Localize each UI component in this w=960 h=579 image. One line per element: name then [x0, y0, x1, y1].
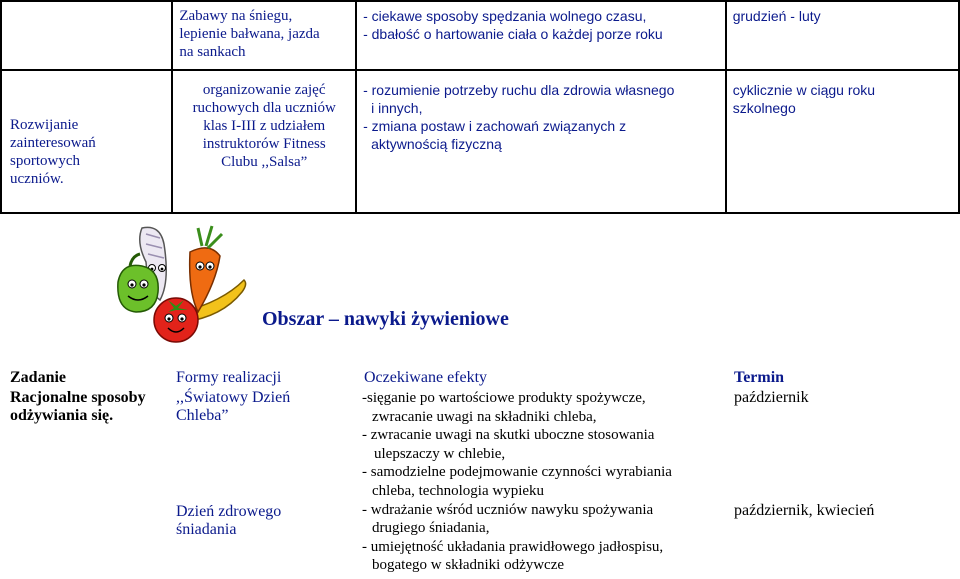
effect-line: - zwracanie uwagi na skutki uboczne stosowania — [362, 427, 655, 444]
table-cell — [172, 70, 356, 213]
cell-text: - rozumienie potrzeby ruchu dla zdrowia własnego — [363, 82, 675, 98]
form-line: ,,Światowy Dzień — [176, 389, 291, 406]
cell-text: organizowanie zajęć — [202, 82, 326, 98]
section-title: Obszar – nawyki żywieniowe — [262, 308, 509, 330]
cell-text: klas I-III z udziałem — [203, 118, 326, 134]
cell-text: Rozwijanie — [10, 117, 79, 133]
cell-text: grudzień - luty — [732, 8, 821, 24]
term-value: październik, kwiecień — [734, 502, 875, 519]
table-cell — [172, 1, 356, 70]
table-cell — [1, 70, 172, 213]
header-termin: Termin — [734, 369, 785, 386]
cell-text: sportowych — [10, 153, 80, 169]
effect-line: - samodzielne podejmowanie czynności wyrabiania — [362, 464, 672, 481]
cell-text: - dbałość o hartowanie ciała o każdej porze roku — [363, 26, 663, 42]
task-cell — [10, 389, 146, 425]
effect-line: - umiejętność układania prawidłowego jadłospisu, — [362, 538, 664, 555]
effect-line: ulepszaczy w chlebie, — [374, 445, 506, 462]
effect-line: chleba, technologia wypieku — [372, 482, 545, 499]
form-line: śniadania — [176, 521, 237, 538]
effect-line: bogatego w składniki odżywcze — [372, 557, 565, 574]
activities-table — [0, 0, 960, 214]
cell-text: zainteresowań — [10, 135, 96, 151]
cell-text: Clubu ,,Salsa” — [221, 154, 308, 170]
vegetables-illustration — [112, 222, 252, 346]
table-cell — [356, 1, 726, 70]
header-efekty: Oczekiwane efekty — [364, 369, 488, 386]
effects-list — [362, 389, 672, 575]
header-zadanie: Zadanie — [10, 369, 67, 386]
cell-text: uczniów. — [10, 171, 64, 187]
cell-text: instruktorów Fitness — [202, 136, 326, 152]
table-cell — [726, 70, 959, 213]
form-line: Chleba” — [176, 407, 229, 424]
table-row — [1, 70, 959, 213]
table-cell — [1, 1, 172, 70]
task-line: Racjonalne sposoby — [10, 389, 146, 406]
cell-text: i innych, — [371, 100, 423, 116]
effect-line: zwracanie uwagi na składniki chleba, — [372, 408, 597, 425]
cell-text: lepienie bałwana, jazda — [179, 26, 320, 42]
cell-text: - ciekawe sposoby spędzania wolnego czasu, — [363, 8, 647, 24]
effect-line: drugiego śniadania, — [372, 520, 490, 537]
cell-text: na sankach — [179, 44, 246, 60]
cell-text: aktywnością fizyczną — [371, 136, 502, 152]
cell-text: - zmiana postaw i zachowań związanych z — [363, 118, 627, 134]
effect-line: - wdrażanie wśród uczniów nawyku spożywania — [362, 501, 654, 518]
table-cell — [726, 1, 959, 70]
form-line: Dzień zdrowego — [176, 503, 282, 520]
table-row — [1, 1, 959, 70]
term-value: październik — [734, 389, 809, 406]
cell-text: Zabawy na śniegu, — [179, 8, 293, 24]
cell-text: szkolnego — [732, 100, 796, 116]
task-line: odżywiania się. — [10, 407, 114, 424]
form-item — [176, 389, 290, 425]
effect-line: -sięganie po wartościowe produkty spożywcze, — [362, 390, 646, 406]
cell-text: cyklicznie w ciągu roku — [732, 82, 876, 98]
form-item — [176, 503, 281, 539]
header-formy: Formy realizacji — [176, 369, 282, 386]
cell-text: ruchowych dla uczniów — [192, 100, 336, 116]
table-cell — [356, 70, 726, 213]
